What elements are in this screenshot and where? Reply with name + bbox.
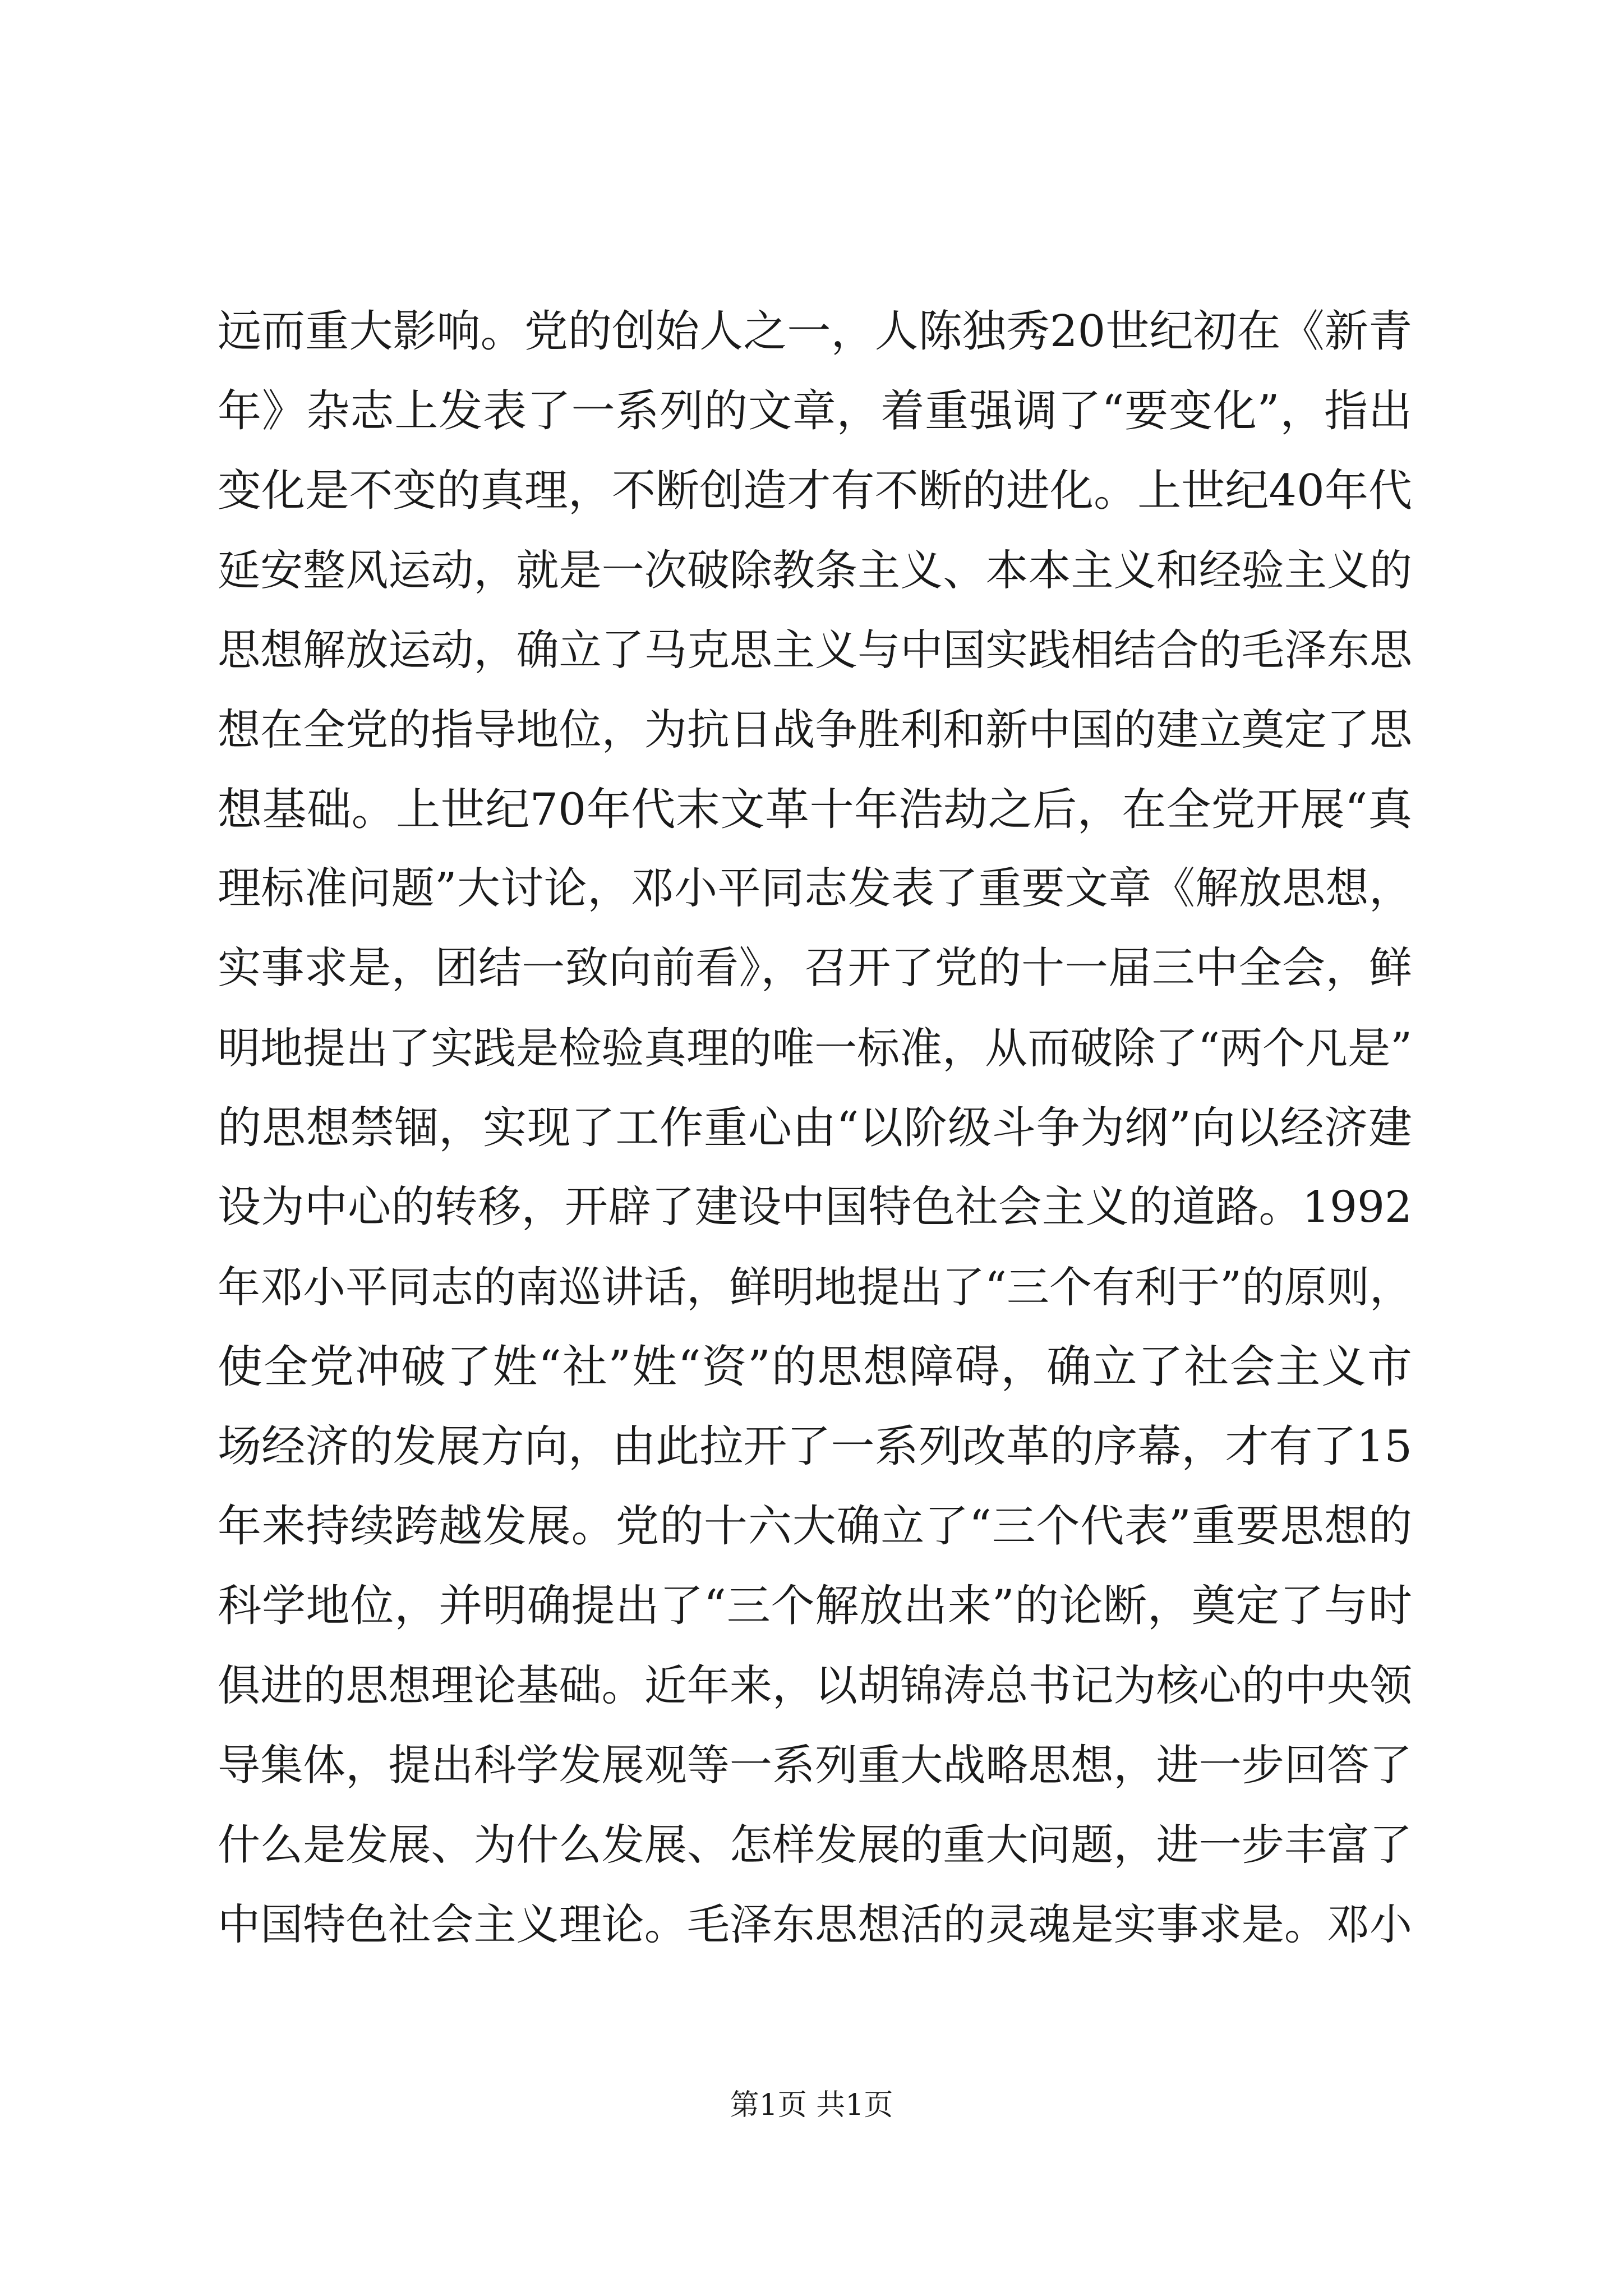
text-line: 年邓小平同志的南巡讲话，鲜明地提出了“三个有利于”的原则， — [218, 1262, 1412, 1312]
text-line: 变化是不变的真理，不断创造才有不断的进化。上世纪40年代 — [218, 466, 1412, 516]
text-line: 科学地位，并明确提出了“三个解放出来”的论断，奠定了与时 — [218, 1581, 1412, 1631]
text-line: 的思想禁锢，实现了工作重心由“以阶级斗争为纲”向以经济建 — [218, 1103, 1412, 1153]
text-line: 使全党冲破了姓“社”姓“资”的思想障碍，确立了社会主义市 — [218, 1341, 1412, 1393]
text-line: 想基础。上世纪70年代末文革十年浩劫之后，在全党开展“真 — [218, 784, 1412, 835]
text-line: 明地提出了实践是检验真理的唯一标准，从而破除了“两个凡是” — [218, 1023, 1412, 1073]
text-line: 设为中心的转移，开辟了建设中国特色社会主义的道路。1992 — [218, 1182, 1412, 1232]
text-line: 远而重大影响。党的创始人之一，人陈独秀20世纪初在《新青 — [218, 306, 1412, 357]
text-line: 什么是发展、为什么发展、怎样发展的重大问题，进一步丰富了 — [218, 1820, 1412, 1870]
body-text — [218, 292, 1412, 1964]
text-line: 延安整风运动，就是一次破除教条主义、本本主义和经验主义的 — [218, 545, 1412, 595]
text-line: 中国特色社会主义理论。毛泽东思想活的灵魂是实事求是。邓小 — [218, 1899, 1412, 1949]
text-line: 年来持续跨越发展。党的十六大确立了“三个代表”重要思想的 — [218, 1501, 1412, 1552]
text-line: 俱进的思想理论基础。近年来，以胡锦涛总书记为核心的中央领 — [218, 1660, 1412, 1710]
text-line: 理标准问题”大讨论，邓小平同志发表了重要文章《解放思想， — [218, 864, 1412, 914]
text-line: 年》杂志上发表了一系列的文章，着重强调了“要变化”，指出 — [218, 386, 1412, 436]
text-line: 思想解放运动，确立了马克思主义与中国实践相结合的毛泽东思 — [218, 625, 1412, 675]
text-line: 实事求是，团结一致向前看》，召开了党的十一届三中全会，鲜 — [218, 944, 1412, 993]
text-line: 场经济的发展方向，由此拉开了一系列改革的序幕，才有了15 — [218, 1421, 1412, 1472]
text-line: 想在全党的指导地位，为抗日战争胜利和新中国的建立奠定了思 — [218, 705, 1412, 754]
text-line: 导集体，提出科学发展观等一系列重大战略思想，进一步回答了 — [218, 1740, 1412, 1790]
page-number-footer: 第1页 共1页 — [730, 2088, 893, 2122]
